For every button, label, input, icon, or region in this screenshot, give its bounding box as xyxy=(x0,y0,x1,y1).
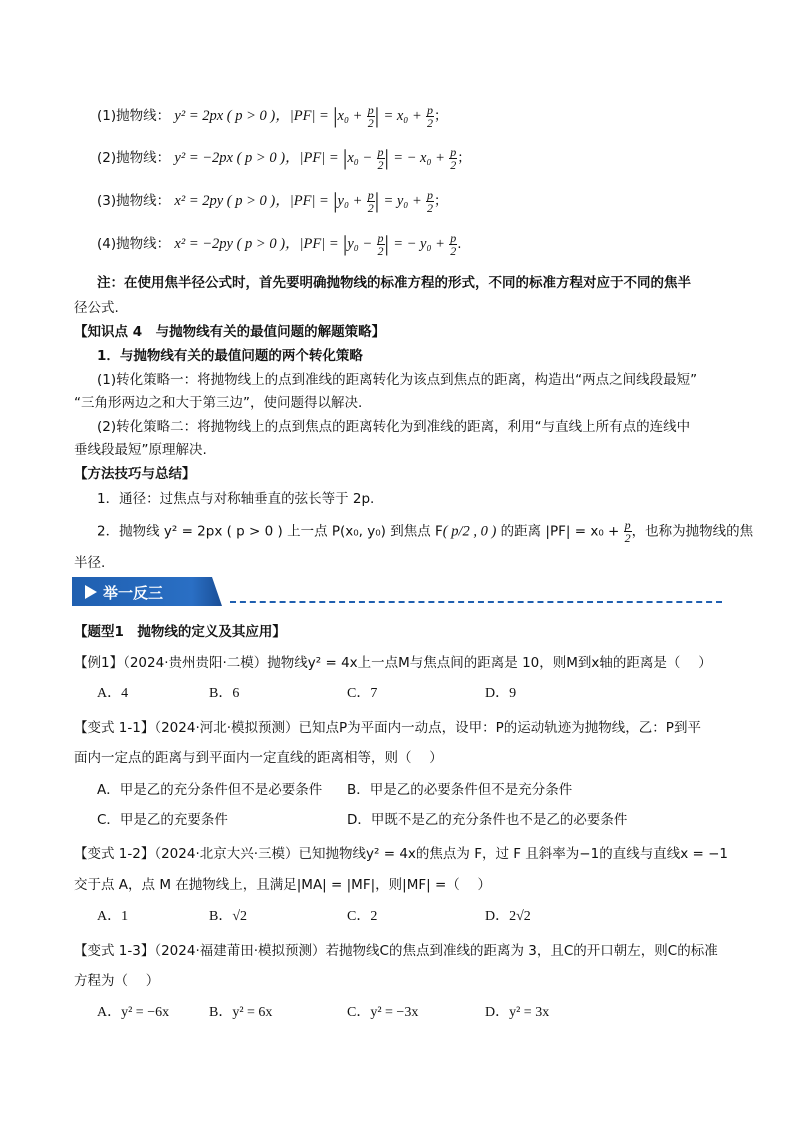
focus-coordinates: ( p/2 , 0 ) xyxy=(442,523,497,540)
formula-var: x₀ − xyxy=(347,150,373,166)
fraction: $\frac{p}{2}$ xyxy=(427,187,434,215)
section-title-method: 【方法技巧与总结】 xyxy=(74,466,196,482)
kp4-strategy1-line1: (1)转化策略一：将抛物线上的点到准线的距离转化为该点到焦点的距离，构造出“两点之间线段最短” xyxy=(97,372,698,388)
formula-line-1: (1)抛物线： y² = 2px ( p > 0 )，|PF| = |x₀ + $\frac{p}{2}$ | = x₀ + $\frac{p}{2}$ ； xyxy=(97,102,448,130)
fraction: $\frac{p}{2}$ xyxy=(377,144,384,172)
formula-tail: = x₀ + xyxy=(383,108,422,124)
variant-1-3-option-c[interactable]: C．y² = −3x xyxy=(347,1005,419,1020)
formula-line-4: (4)抛物线： x² = −2py ( p > 0 )，|PF| = |y₀ − $\frac{p}{2}$ | = − y₀ + $\frac{p}{2}$ . xyxy=(97,230,462,258)
question-type-title: 【题型1 抛物线的定义及其应用】 xyxy=(74,624,286,640)
formula-label: (4)抛物线： xyxy=(97,236,171,252)
kp4-strategy1-line2: “三角形两边之和大于第三边”，使问题得以解决. xyxy=(74,395,363,411)
fraction: $\frac{p}{2}$ xyxy=(367,187,374,215)
example-1-option-d[interactable]: D．9 xyxy=(485,686,517,701)
variant-1-1-option-c[interactable]: C．甲是乙的充要条件 xyxy=(97,812,228,828)
formula-eq: x² = −2py ( p > 0 )，|PF| = xyxy=(174,236,339,252)
example-1-stem: 【例1】（2024·贵州贵阳·二模）抛物线y² = 4x上一点M与焦点间的距离是 10，则M到x轴的距离是（ ） xyxy=(74,655,712,671)
section-title-kp4: 【知识点 4 与抛物线有关的最值问题的解题策略】 xyxy=(74,324,386,340)
variant-1-3-option-b[interactable]: B．y² = 6x xyxy=(209,1005,273,1020)
kp4-strategy2-line1: (2)转化策略二：将抛物线上的点到焦点的距离转化为到准线的距离，利用“与直线上所有点的连线中 xyxy=(97,419,691,435)
variant-1-3-option-d[interactable]: D．y² = 3x xyxy=(485,1005,550,1020)
fraction: $\frac{p}{2}$ xyxy=(427,102,434,130)
banner-label: 举一反三 xyxy=(103,584,164,602)
formula-eq: y² = 2px ( p > 0 )，|PF| = xyxy=(174,108,329,124)
formula-label: (1)抛物线： xyxy=(97,108,171,124)
formula-tail: = − x₀ + xyxy=(393,150,445,166)
kp4-subtitle: 1．与抛物线有关的最值问题的两个转化策略 xyxy=(97,348,363,364)
fraction: $\frac{p}{2}$ xyxy=(367,102,374,130)
formula-var: x₀ + xyxy=(337,108,363,124)
formula-label: (2)抛物线： xyxy=(97,150,171,166)
fraction: $\frac{p}{2}$ xyxy=(624,518,631,545)
method-item-2: 2．抛物线 y² = 2px ( p > 0 ) 上一点 P(x₀, y₀) 到焦点 F( p/2 , 0 ) 的距离 |PF| = x₀ + $\frac{p}{2}$ ，也称为抛物线的焦 xyxy=(97,518,754,545)
kp4-strategy2-line2: 垂线段最短”原理解决. xyxy=(74,442,207,458)
formula-label: (3)抛物线： xyxy=(97,193,171,209)
variant-1-2-option-d[interactable]: D．2√2 xyxy=(485,909,531,924)
variant-1-1-stem-line2: 面内一定点的距离与到平面内一定直线的距离相等，则（ ） xyxy=(74,750,443,766)
dashed-divider xyxy=(230,601,722,603)
fraction: $\frac{p}{2}$ xyxy=(377,230,384,258)
example-1-option-b[interactable]: B．6 xyxy=(209,686,240,701)
formula-eq: x² = 2py ( p > 0 )，|PF| = xyxy=(174,193,329,209)
variant-1-3-stem-line2: 方程为（ ） xyxy=(74,973,160,989)
variant-1-1-option-d[interactable]: D．甲既不是乙的充分条件也不是乙的必要条件 xyxy=(347,812,628,828)
variant-1-2-stem-line2: 交于点 A，点 M 在抛物线上，且满足|MA| = |MF|，则|MF| =（ ） xyxy=(74,877,492,893)
variant-1-2-option-b[interactable]: B．√2 xyxy=(209,909,248,924)
formula-tail: = y₀ + xyxy=(383,193,422,209)
variant-1-2-option-a[interactable]: A．1 xyxy=(97,909,129,924)
variant-1-2-stem-line1: 【变式 1-2】（2024·北京大兴·三模）已知抛物线y² = 4x的焦点为 F，过 F 且斜率为−1的直线与直线x = −1 xyxy=(74,846,728,862)
variant-1-3-stem-line1: 【变式 1-3】（2024·福建莆田·模拟预测）若抛物线C的焦点到准线的距离为 3，且C的开口朝左，则C的标准 xyxy=(74,943,718,959)
method-item-1: 1．通径：过焦点与对称轴垂直的弦长等于 2p. xyxy=(97,491,375,507)
note-line-2: 径公式. xyxy=(74,300,119,316)
variant-1-1-option-b[interactable]: B．甲是乙的必要条件但不是充分条件 xyxy=(347,782,573,798)
method-item-2-cont: 半径. xyxy=(74,555,106,571)
example-1-option-a[interactable]: A．4 xyxy=(97,686,129,701)
fraction: $\frac{p}{2}$ xyxy=(450,230,457,258)
variant-1-2-option-c[interactable]: C．2 xyxy=(347,909,378,924)
formula-tail: = − y₀ + xyxy=(393,236,445,252)
formula-eq: y² = −2px ( p > 0 )，|PF| = xyxy=(174,150,339,166)
play-arrow-icon xyxy=(85,585,97,599)
variant-1-3-option-a[interactable]: A．y² = −6x xyxy=(97,1005,170,1020)
formula-var: y₀ + xyxy=(337,193,363,209)
example-1-option-c[interactable]: C．7 xyxy=(347,686,378,701)
formula-line-2: (2)抛物线： y² = −2px ( p > 0 )，|PF| = |x₀ − $\frac{p}{2}$ | = − x₀ + $\frac{p}{2}$ ； xyxy=(97,144,471,172)
formula-var: y₀ − xyxy=(347,236,373,252)
fraction: $\frac{p}{2}$ xyxy=(450,144,457,172)
variant-1-1-stem-line1: 【变式 1-1】（2024·河北·模拟预测）已知点P为平面内一动点，设甲：P的运动轨迹为抛物线，乙：P到平 xyxy=(74,720,701,736)
variant-1-1-option-a[interactable]: A．甲是乙的充分条件但不是必要条件 xyxy=(97,782,323,798)
formula-line-3: (3)抛物线： x² = 2py ( p > 0 )，|PF| = |y₀ + $\frac{p}{2}$ | = y₀ + $\frac{p}{2}$ ； xyxy=(97,187,448,215)
note-line-1: 注：在使用焦半径公式时，首先要明确抛物线的标准方程的形式，不同的标准方程对应于不同的焦半 xyxy=(97,275,691,291)
